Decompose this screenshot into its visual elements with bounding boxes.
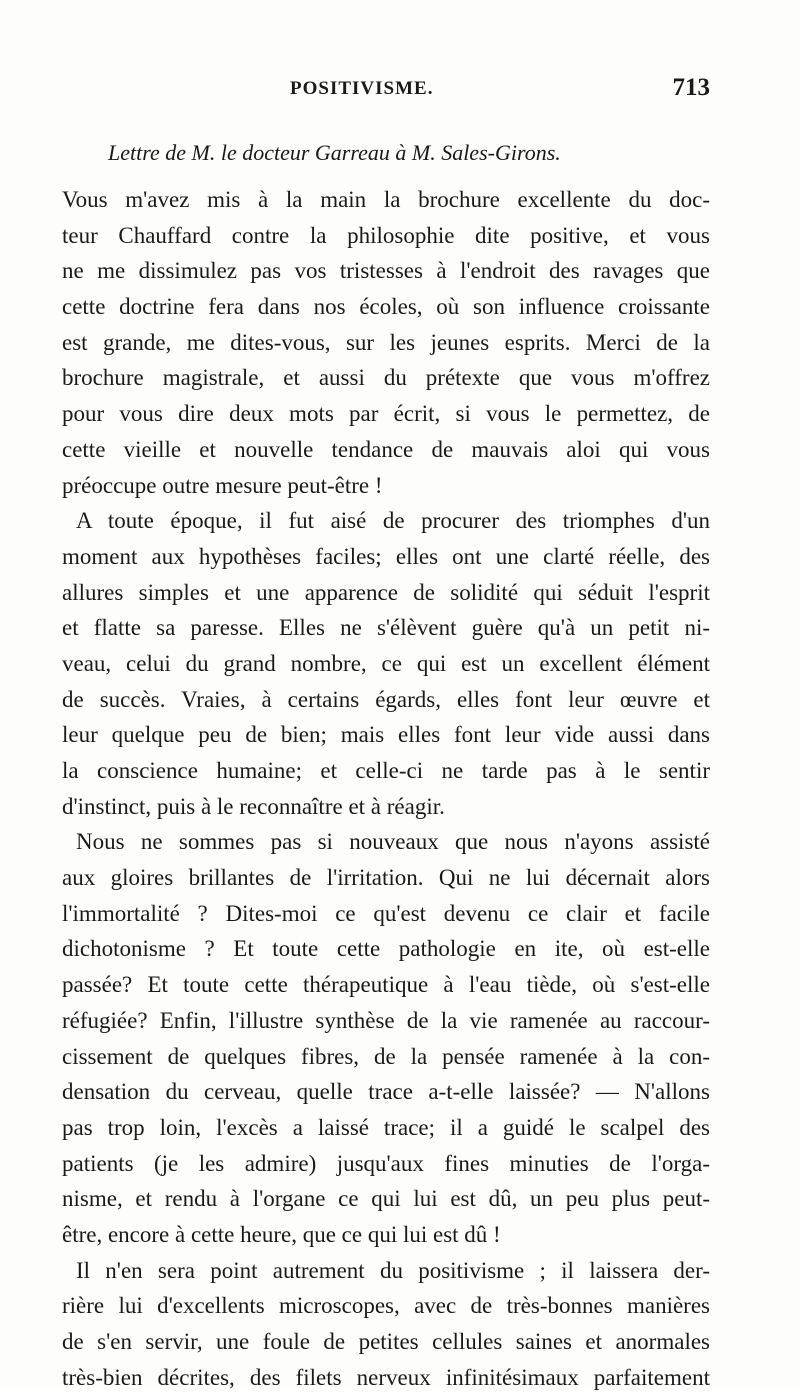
text-line: très-bien décrites, des filets nerveux infinitésimaux parfaitement (62, 1364, 710, 1390)
text-line: d'instinct, puis à le reconnaître et à réagir. (62, 793, 445, 819)
text-line: Il n'en sera point autrement du positivisme ; il laissera der- (76, 1257, 710, 1283)
text-line: préoccupe outre mesure peut-être ! (62, 472, 383, 498)
text-line: allures simples et une apparence de solidité qui séduit l'esprit (62, 579, 710, 605)
page-number: 713 (672, 74, 710, 101)
text-line: pas trop loin, l'excès a laissé trace; il a guidé le scalpel des (62, 1114, 710, 1140)
text-line: patients (je les admire) jusqu'aux fines minuties de l'orga- (62, 1150, 710, 1176)
running-head: POSITIVISME. (290, 78, 434, 99)
text-line: cette vieille et nouvelle tendance de mauvais aloi qui vous (62, 436, 710, 462)
text-line: densation du cerveau, quelle trace a-t-elle laissée? — N'allons (62, 1079, 710, 1105)
text-line: de s'en servir, une foule de petites cellules saines et anormales (62, 1329, 710, 1354)
text-line: teur Chauffard contre la philosophie dite positive, et vous (62, 222, 710, 248)
text-line: la conscience humaine; et celle-ci ne tarde pas à le sentir (62, 758, 710, 783)
body-text (62, 182, 710, 1395)
text-line: aux gloires brillantes de l'irritation. Qui ne lui décernait alors (62, 865, 710, 891)
text-line: cette doctrine fera dans nos écoles, où son influence croissante (62, 294, 710, 320)
text-line: réfugiée? Enfin, l'illustre synthèse de la vie ramenée au raccour- (62, 1007, 710, 1033)
text-line: Nous ne sommes pas si nouveaux que nous n'ayons assisté (76, 829, 710, 855)
text-line: nisme, et rendu à l'organe ce qui lui est dû, un peu plus peut- (62, 1186, 710, 1212)
text-line: veau, celui du grand nombre, ce qui est un excellent élément (62, 650, 710, 676)
text-line: l'immortalité ? Dites-moi ce qu'est devenu ce clair et facile (62, 900, 710, 926)
text-line: ne me dissimulez pas vos tristesses à l'endroit des ravages que (62, 258, 710, 284)
text-line: être, encore à cette heure, que ce qui lui est dû ! (62, 1221, 501, 1247)
text-line: dichotonisme ? Et toute cette pathologie en ite, où est-elle (62, 936, 710, 962)
text-line: et flatte sa paresse. Elles ne s'élèvent guère qu'à un petit ni- (62, 615, 710, 641)
text-line: de succès. Vraies, à certains égards, elles font leur œuvre et (62, 686, 710, 712)
text-line: brochure magistrale, et aussi du prétexte que vous m'offrez (62, 365, 710, 391)
text-line: pour vous dire deux mots par écrit, si vous le permettez, de (62, 401, 710, 427)
text-line: A toute époque, il fut aisé de procurer des triomphes d'un (76, 508, 710, 534)
text-line: passée? Et toute cette thérapeutique à l'eau tiède, où s'est-elle (62, 972, 710, 998)
text-line: Vous m'avez mis à la main la brochure excellente du doc- (62, 187, 710, 212)
letter-title: Lettre de M. le docteur Garreau à M. Sales-Girons. (108, 140, 561, 165)
page-header (100, 74, 710, 108)
text-line: est grande, me dites-vous, sur les jeunes esprits. Merci de la (62, 329, 710, 355)
text-line: leur quelque peu de bien; mais elles font leur vide aussi dans (62, 722, 710, 748)
text-line: cissement de quelques fibres, de la pensée ramenée à la con- (62, 1043, 710, 1069)
text-line: moment aux hypothèses faciles; elles ont une clarté réelle, des (62, 543, 710, 569)
text-line: rière lui d'excellents microscopes, avec de très-bonnes manières (62, 1293, 710, 1319)
